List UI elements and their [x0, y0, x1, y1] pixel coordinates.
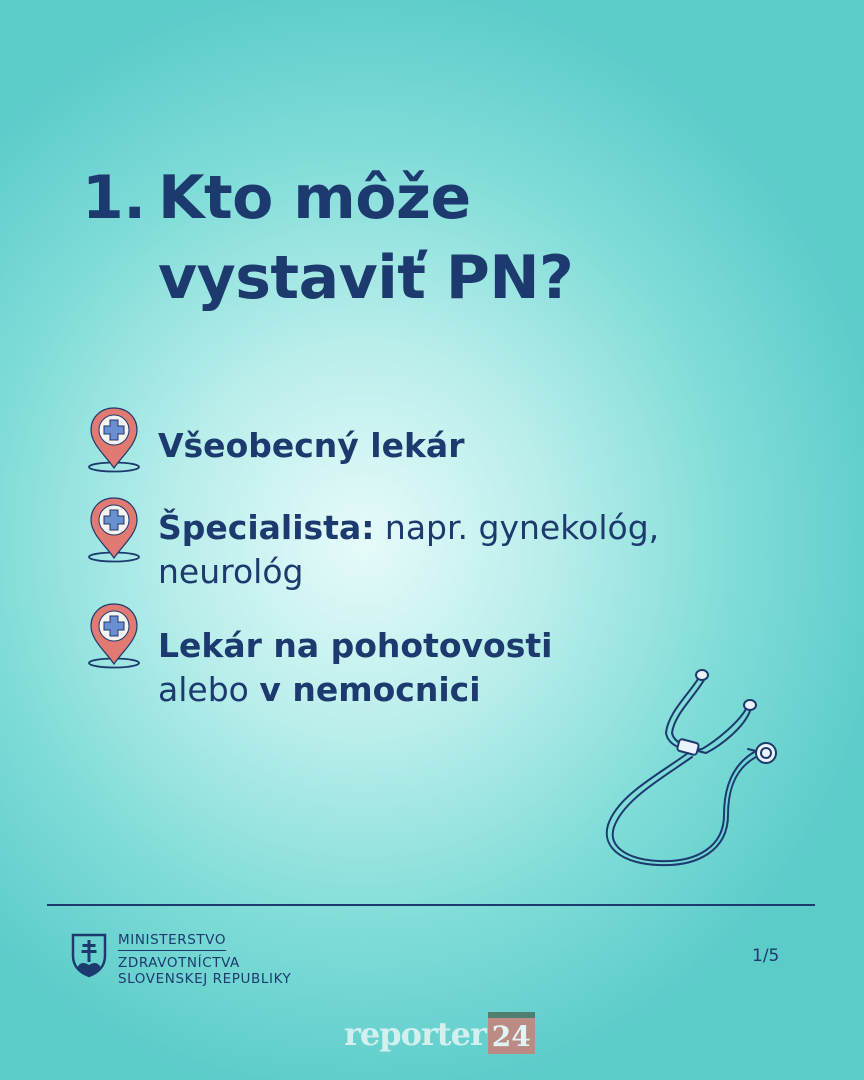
location-pin-icon: [86, 494, 144, 566]
item-label: Všeobecný lekár: [158, 426, 465, 465]
title-number: 1.: [82, 163, 146, 233]
slovak-crest-icon: [70, 932, 108, 978]
item-label: Špecialista:: [158, 508, 375, 547]
item-detail-bold: v nemocnici: [259, 670, 481, 709]
list-item-general-doctor: [86, 404, 464, 476]
watermark-logo: [344, 1012, 535, 1054]
location-pin-icon: [86, 404, 144, 476]
footer-divider: [47, 904, 815, 906]
location-pin-icon: [86, 600, 144, 672]
ministry-logo: [70, 932, 291, 987]
item-detail: napr. gynekológ, neurológ: [158, 508, 660, 591]
ministry-line-3: SLOVENSKEJ REPUBLIKY: [118, 971, 292, 987]
watermark-word: reporter: [344, 1015, 486, 1053]
watermark-number: 24: [488, 1012, 535, 1054]
list-item-specialist: [86, 494, 758, 594]
title-text: Kto môže vystaviť PN?: [158, 163, 574, 313]
stethoscope-icon: [598, 665, 798, 875]
page-title: [82, 158, 573, 318]
ministry-line-2: ZDRAVOTNÍCTVA: [118, 955, 240, 971]
item-detail: alebo: [158, 670, 260, 709]
page-counter: 1/5: [752, 946, 780, 966]
item-label: Lekár na pohotovosti: [158, 626, 553, 665]
list-item-emergency: [86, 600, 552, 712]
ministry-line-1: MINISTERSTVO: [118, 932, 226, 951]
